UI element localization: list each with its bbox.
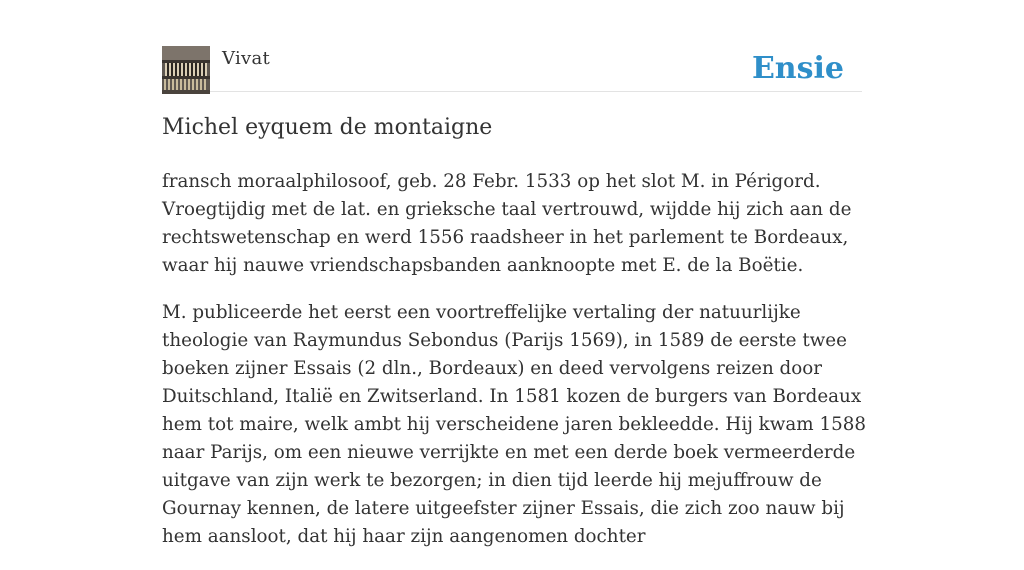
article-paragraph: fransch moraalphilosoof, geb. 28 Febr. 1533 op het slot M. in Périgord. Vroegtijdig met de lat. en grieksche taal vertrouwd, wijdde hij zich aan de rechtswetenschap en werd 1556 raadsheer in het parlement te Bordeaux, waar hij nauwe vriendschapsbanden aanknoopte met E. de la Boëtie.	[162, 171, 852, 276]
page-title: Michel eyquem de montaigne	[162, 115, 493, 140]
bookshelf-avatar-icon	[162, 46, 210, 94]
avatar[interactable]	[162, 46, 210, 94]
brand-logo[interactable]: Ensie	[751, 51, 844, 86]
article-paragraph: M. publiceerde het eerst een voortreffelijke vertaling der natuurlijke theologie van Raymundus Sebondus (Parijs 1569), in 1589 de eerste twee boeken zijner Essais (2 dln., Bordeaux) en deed vervolgens reizen door Duitschland, Italië en Zwitserland. In 1581 kozen de burgers van Bordeaux hem tot maire, welk ambt hij verscheidene jaren bekleedde. Hij kwam 1588 naar Parijs, om een nieuwe verrijkte en met een derde boek vermeerderde uitgave van zijn werk te bezorgen; in dien tijd leerde hij mejuffrouw de Gournay kennen, de latere uitgeefster zijner Essais, die zich zoo nauw bij hem aansloot, dat hij haar zijn aangenomen dochter	[162, 302, 866, 547]
header	[162, 46, 862, 92]
author-name[interactable]: Vivat	[222, 48, 271, 69]
article-body	[162, 168, 867, 570]
